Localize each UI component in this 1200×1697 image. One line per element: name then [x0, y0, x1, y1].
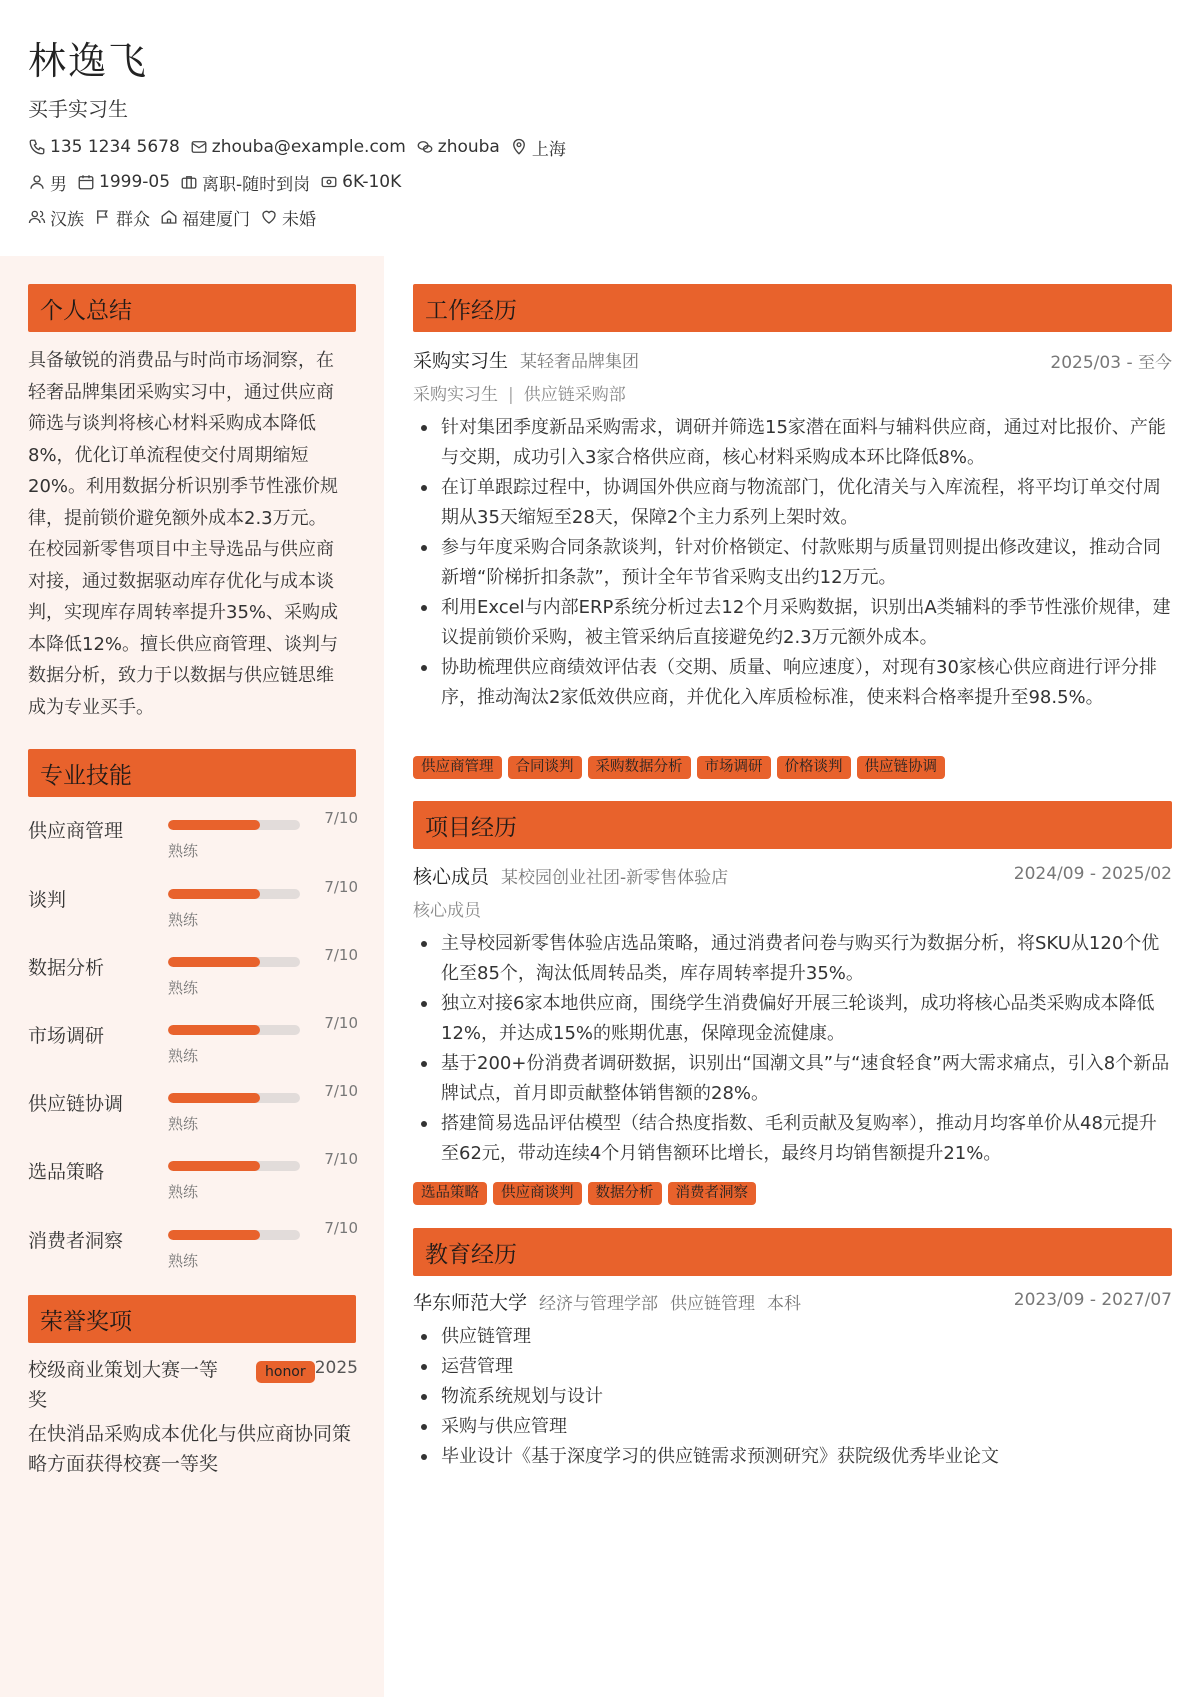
project-bullet: 搭建简易选品评估模型（结合热度指数、毛利贡献及复购率），推动月均客单价从48元提升至62元，带动连续4个月销售额环比增长，最终月均销售额提升21%。: [413, 1109, 1172, 1169]
skills-heading: 专业技能: [28, 749, 356, 797]
education-bullet: 运营管理: [413, 1352, 1172, 1382]
major-name: 供应链管理: [670, 1294, 756, 1314]
projects-heading: 项目经历: [413, 801, 1172, 849]
work-entry-header: [413, 346, 1172, 374]
skill-level: 熟练: [168, 1183, 199, 1201]
work-position: 采购实习生: [413, 385, 498, 405]
politics-item: [94, 205, 150, 230]
project-bullet-list: [413, 929, 1172, 1169]
skill-fill: [168, 820, 260, 830]
job-title: 买手实习生: [28, 97, 128, 121]
work-bullet: 参与年度采购合同条款谈判，针对价格锁定、付款账期与质量罚则提出修改建议，推动合同新增“阶梯折扣条款”，预计全年节省采购支出约12万元。: [413, 533, 1172, 593]
work-bullet-list: [413, 413, 1172, 713]
skill-score: 7/10: [324, 946, 358, 964]
education-bullet: 采购与供应管理: [413, 1412, 1172, 1442]
work-date: 2025/03 - 至今: [1050, 353, 1172, 373]
work-bullet: 利用Excel与内部ERP系统分析过去12个月采购数据，识别出A类辅料的季节性涨价规律，建议提前锁价采购，被主管采纳后直接避免约2.3万元额外成本。: [413, 593, 1172, 653]
skill-score: 7/10: [324, 878, 358, 896]
project-org: 某校园创业社团-新零售体验店: [501, 868, 729, 888]
skill-tag: 价格谈判: [777, 756, 851, 779]
work-role: 采购实习生: [413, 350, 509, 372]
honor-year: 2025: [314, 1358, 358, 1378]
skill-fill: [168, 1230, 260, 1240]
skill-fill: [168, 957, 260, 967]
skill-tag: 供应链协调: [857, 756, 946, 779]
personal-info-row: [28, 204, 326, 230]
calendar-icon: [77, 173, 95, 191]
sidebar: [0, 256, 384, 1697]
basic-info-row: [28, 169, 411, 195]
status-item: [180, 170, 310, 195]
skill-tag: 采购数据分析: [588, 756, 691, 779]
skill-level: 熟练: [168, 1047, 199, 1065]
skill-fill: [168, 1161, 260, 1171]
skill-bar: [168, 820, 300, 830]
project-tags: [413, 1182, 762, 1205]
honor-title: 校级商业策划大赛一等奖: [28, 1359, 219, 1411]
skill-tag: 消费者洞察: [668, 1182, 757, 1205]
marital-text: 未婚: [282, 209, 316, 230]
honors-heading: 荣誉奖项: [28, 1295, 356, 1343]
city-item: [510, 135, 566, 160]
ethnicity-item: [28, 205, 84, 230]
skill-tag: 供应商谈判: [493, 1182, 582, 1205]
project-date: 2024/09 - 2025/02: [1013, 864, 1172, 884]
phone-text: 135 1234 5678: [50, 137, 180, 157]
education-date: 2023/09 - 2027/07: [1013, 1290, 1172, 1310]
separator: |: [508, 385, 514, 405]
skill-tag: 合同谈判: [508, 756, 582, 779]
project-entry-header: [413, 862, 1172, 890]
skill-bar: [168, 1161, 300, 1171]
skill-tag: 选品策略: [413, 1182, 487, 1205]
politics-text: 群众: [116, 209, 150, 230]
skill-tag: 数据分析: [588, 1182, 662, 1205]
work-bullet: 在订单跟踪过程中，协调国外供应商与物流部门，优化清关与入库流程，将平均订单交付周期从35天缩短至28天，保障2个主力系列上架时效。: [413, 473, 1172, 533]
skill-item: [28, 1216, 358, 1276]
work-company: 某轻奢品牌集团: [520, 352, 640, 372]
skill-bar: [168, 1230, 300, 1240]
college-name: 经济与管理学部: [539, 1294, 659, 1314]
city-text: 上海: [531, 139, 566, 160]
skill-score: 7/10: [324, 1014, 358, 1032]
work-bullet: 针对集团季度新品采购需求，调研并筛选15家潜在面料与辅料供应商，通过对比报价、产能与交期，成功引入3家合格供应商，核心材料采购成本环比降低8%。: [413, 413, 1172, 473]
skill-score: 7/10: [324, 809, 358, 827]
education-bullet: 供应链管理: [413, 1322, 1172, 1352]
flag-icon: [94, 208, 112, 226]
skill-bar: [168, 1025, 300, 1035]
birth-text: 1999-05: [99, 172, 171, 192]
skill-tag: 市场调研: [697, 756, 771, 779]
project-bullet: 基于200+份消费者调研数据，识别出“国潮文具”与“速食轻食”两大需求痛点，引入8个新品牌试点，首月即贡献整体销售额的28%。: [413, 1049, 1172, 1109]
skill-score: 7/10: [324, 1150, 358, 1168]
work-tags: [413, 756, 951, 779]
wechat-item: [416, 137, 500, 157]
skill-item: [28, 806, 358, 866]
skill-fill: [168, 1093, 260, 1103]
skill-level: 熟练: [168, 979, 199, 997]
degree-name: 本科: [767, 1294, 802, 1314]
summary-heading: 个人总结: [28, 284, 356, 332]
status-text: 离职-随时到岗: [202, 174, 311, 195]
gender-item: [28, 170, 67, 195]
skill-name: 选品策略: [28, 1161, 105, 1183]
resume-header: [0, 0, 1200, 256]
skill-name: 消费者洞察: [28, 1230, 124, 1252]
education-entry-header: [413, 1288, 1172, 1316]
school-name: 华东师范大学: [413, 1292, 528, 1314]
user-icon: [28, 173, 46, 191]
heart-icon: [260, 208, 278, 226]
gender-text: 男: [50, 174, 67, 195]
summary-text: 具备敏锐的消费品与时尚市场洞察，在轻奢品牌集团采购实习中，通过供应商筛选与谈判将核心材料采购成本降低8%，优化订单流程使交付周期缩短20%。利用数据分析识别季节性涨价规律，提前锁价避免额外成本2.3万元。在校园新零售项目中主导选品与供应商对接，通过数据驱动库存优化与成本谈判，实现库存周转率提升35%、采购成本降低12%。擅长供应商管理、谈判与数据分析，致力于以数据与供应链思维成为专业买手。: [28, 350, 339, 718]
marital-item: [260, 205, 316, 230]
wechat-icon: [416, 138, 434, 156]
education-bullet: 物流系统规划与设计: [413, 1382, 1172, 1412]
skill-name: 供应商管理: [28, 820, 124, 842]
project-bullet: 独立对接6家本地供应商，围绕学生消费偏好开展三轮谈判，成功将核心品类采购成本降低12%，并达成15%的账期优惠，保障现金流健康。: [413, 989, 1172, 1049]
mail-icon: [190, 138, 208, 156]
email-item: [190, 137, 406, 157]
contact-row: [28, 134, 576, 160]
skill-level: 熟练: [168, 1252, 199, 1270]
skill-item: [28, 943, 358, 1003]
skill-name: 市场调研: [28, 1025, 105, 1047]
work-department: 供应链采购部: [523, 385, 626, 405]
work-bullet: 协助梳理供应商绩效评估表（交期、质量、响应速度），对现有30家核心供应商进行评分排序，推动淘汰2家低效供应商，并优化入库质检标准，使来料合格率提升至98.5%。: [413, 653, 1172, 713]
main-content: [384, 256, 1200, 1697]
honor-badge: honor: [256, 1361, 315, 1383]
skill-bar: [168, 957, 300, 967]
skill-level: 熟练: [168, 911, 199, 929]
ethnicity-text: 汉族: [50, 209, 84, 230]
skill-score: 7/10: [324, 1219, 358, 1237]
candidate-name: 林逸飞: [28, 39, 149, 83]
users-icon: [28, 208, 46, 226]
salary-text: 6K-10K: [342, 172, 402, 192]
birth-item: [77, 172, 170, 192]
home-icon: [160, 208, 178, 226]
skill-item: [28, 1079, 358, 1139]
briefcase-icon: [180, 173, 198, 191]
skill-level: 熟练: [168, 1115, 199, 1133]
education-bullet-list: [413, 1322, 1172, 1472]
hometown-text: 福建厦门: [182, 209, 250, 230]
hometown-item: [160, 205, 250, 230]
skill-bar: [168, 889, 300, 899]
location-pin-icon: [510, 138, 528, 156]
skill-name: 谈判: [28, 889, 67, 911]
education-bullet: 毕业设计《基于深度学习的供应链需求预测研究》获院级优秀毕业论文: [413, 1442, 1172, 1472]
project-role: 核心成员: [413, 866, 490, 888]
skill-name: 数据分析: [28, 957, 105, 979]
email-text: zhouba@example.com: [211, 137, 406, 157]
project-subline: 核心成员: [413, 901, 481, 921]
work-heading: 工作经历: [413, 284, 1172, 332]
skill-fill: [168, 1025, 260, 1035]
skill-item: [28, 1147, 358, 1207]
skill-bar: [168, 1093, 300, 1103]
skill-score: 7/10: [324, 1082, 358, 1100]
honor-description: 在快消品采购成本优化与供应商协同策略方面获得校赛一等奖: [28, 1423, 352, 1475]
work-subline: [413, 380, 626, 405]
project-bullet: 主导校园新零售体验店选品策略，通过消费者问卷与购买行为数据分析，将SKU从120个优化至85个，淘汰低周转品类，库存周转率提升35%。: [413, 929, 1172, 989]
skill-tag: 供应商管理: [413, 756, 502, 779]
education-heading: 教育经历: [413, 1228, 1172, 1276]
skill-level: 熟练: [168, 842, 199, 860]
phone-item: [28, 137, 180, 157]
skill-item: [28, 875, 358, 935]
money-icon: [320, 173, 338, 191]
phone-icon: [28, 138, 46, 156]
skill-name: 供应链协调: [28, 1093, 124, 1115]
salary-item: [320, 172, 401, 192]
wechat-text: zhouba: [437, 137, 500, 157]
skill-item: [28, 1011, 358, 1071]
skill-fill: [168, 889, 260, 899]
